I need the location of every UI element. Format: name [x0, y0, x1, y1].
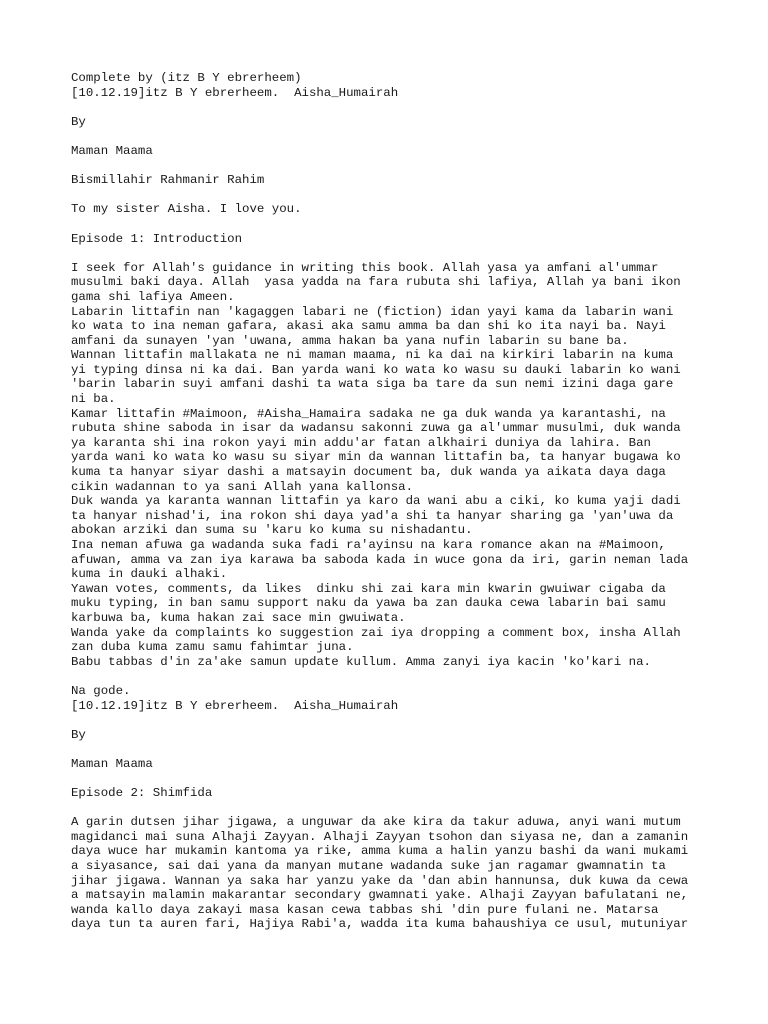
text-line: Yawan votes, comments, da likes dinku shi zai kara min kwarin gwuiwar cigaba da: [71, 581, 666, 596]
text-line: Duk wanda ya karanta wannan littafin ya karo da wani abu a ciki, ko kuma yaji dadi: [71, 494, 681, 509]
text-line: zan duba kuma zamu samu fahimtar juna.: [71, 640, 354, 655]
text-line: ya karanta shi ina rokon yayi min addu'ar fatan alkhairi duniya da lahira. Ban: [71, 435, 651, 450]
text-line: Babu tabbas d'in za'ake samun update kullum. Amma zanyi iya kacin 'ko'kari na.: [71, 654, 651, 669]
text-line: daya wuce har mukamin kantoma ya rike, amma kuma a halin yanzu bashi da wani mukami: [71, 844, 689, 859]
text-line: Episode 2: Shimfida: [71, 786, 213, 801]
text-line: ko wata to ina neman gafara, akasi aka samu amma ba dan shi ko ita nayi ba. Nayi: [71, 319, 666, 334]
text-line: Labarin littafin nan 'kagaggen labari ne (fiction) idan yayi kama da labarin wani: [71, 304, 674, 319]
text-line: cikin wadannan to ya sani Allah yana kallonsa.: [71, 479, 414, 494]
blank-line: [71, 159, 731, 174]
text-line: By: [71, 727, 86, 742]
blank-line: [71, 188, 731, 203]
text-line: To my sister Aisha. I love you.: [71, 202, 302, 217]
text-line: kuma in dauki alhaki.: [71, 567, 228, 582]
text-line: I seek for Allah's guidance in writing this book. Allah yasa ya amfani al'ummar: [71, 260, 659, 275]
blank-line: [71, 742, 731, 757]
text-line: Ina neman afuwa ga wadanda suka fadi ra'ayinsu na kara romance akan na #Maimoon,: [71, 538, 666, 552]
text-line: Wannan littafin mallakata ne ni maman maama, ni ka dai na kirkiri labarin na kuma: [71, 348, 674, 363]
blank-line: [71, 801, 731, 816]
text-line: ni ba.: [71, 392, 116, 407]
text-line: Maman Maama: [71, 756, 153, 771]
text-line: ta hanyar nishad'i, ina rokon shi daya yad'a shi ta hanyar sharing ga 'yan'uwa da: [71, 508, 674, 523]
text-line: Bismillahir Rahmanir Rahim: [71, 173, 265, 188]
text-line: wanda kallo daya zakayi masa kasan cewa tabbas shi 'din pure fulani ne. Matarsa: [71, 902, 659, 917]
text-line: abokan arziki dan suma su 'karu ko kuma su nishadantu.: [71, 523, 473, 538]
text-line: afuwan, amma va zan iya karawa ba saboda kada in wuce gona da iri, garin neman lada: [71, 552, 689, 567]
blank-line: [71, 100, 731, 115]
text-line: daya tun ta auren fari, Hajiya Rabi'a, wadda ita kuma bahaushiya ce usul, mutuniyar: [71, 917, 689, 932]
text-line: kuma ta hanyar siyar dashi a matsayin document ba, duk wanda ya aikata daya daga: [71, 465, 666, 480]
text-line: musulmi baki daya. Allah yasa yadda na fara rubuta shi lafiya, Allah ya bani ikon: [71, 275, 681, 290]
text-line: a siyasance, sai dai yana da manyan mutane wadanda suke jan ragamar gwamnatin ta: [71, 859, 666, 874]
text-line: muku typing, in ban samu support naku da yawa ba zan dauka cewa labarin bai samu: [71, 596, 666, 611]
blank-line: [71, 713, 731, 728]
text-line: yarda wani ko wata ko wasu su siyar min da wannan littafin ba, ta hanyar bugawa ko: [71, 450, 681, 465]
text-line: A garin dutsen jihar jigawa, a unguwar da ake kira da takur aduwa, anyi wani mutum: [71, 815, 681, 830]
text-line: magidanci mai suna Alhaji Zayyan. Alhaji Zayyan tsohon dan siyasa ne, dan a zamanin: [71, 829, 689, 844]
text-line: Kamar littafin #Maimoon, #Aisha_Hamaira sadaka ne ga duk wanda ya karantashi, na: [71, 406, 666, 421]
blank-line: [71, 246, 731, 261]
text-line: rubuta shine saboda in isar da wadansu sakonni zuwa ga al'ummar musulmi, duk wanda: [71, 421, 681, 436]
text-line: [10.12.19]itz B Y ebrerheem. Aisha_Humairah: [71, 698, 399, 713]
text-line: yi typing dinsa ni ka dai. Ban yarda wani ko wata ko wasu su dauki labarin ko wani: [71, 362, 681, 377]
blank-line: [71, 669, 731, 684]
text-line: Maman Maama: [71, 143, 153, 158]
text-line: [10.12.19]itz B Y ebrerheem. Aisha_Humairah: [71, 85, 399, 100]
text-line: Complete by (itz B Y ebrerheem): [71, 71, 302, 85]
blank-line: [71, 772, 731, 787]
text-line: karbuwa ba, kuma hakan zai sace min gwuiwata.: [71, 610, 406, 625]
text-line: Na gode.: [71, 683, 131, 698]
text-line: Wanda yake da complaints ko suggestion zai iya dropping a comment box, insha Allah: [71, 625, 681, 640]
text-line: a matsayin malamin makarantar secondary gwamnati yake. Alhaji Zayyan bafulatani ne,: [71, 888, 689, 903]
text-line: By: [71, 114, 86, 129]
text-line: amfani da sunayen 'yan 'uwana, amma hakan ba yana nufin labarin su bane ba.: [71, 333, 629, 348]
text-line: gama shi lafiya Ameen.: [71, 289, 235, 304]
blank-line: [71, 129, 731, 144]
text-line: jihar jigawa. Wannan ya saka har yanzu yake da 'dan abin hannunsa, duk kuwa da cewa: [71, 873, 689, 888]
document-page: [71, 71, 731, 932]
blank-line: [71, 217, 731, 232]
text-line: 'barin labarin suyi amfani dashi ta wata siga ba tare da sun nemi izini daga gare: [71, 377, 674, 392]
text-line: Episode 1: Introduction: [71, 231, 243, 246]
